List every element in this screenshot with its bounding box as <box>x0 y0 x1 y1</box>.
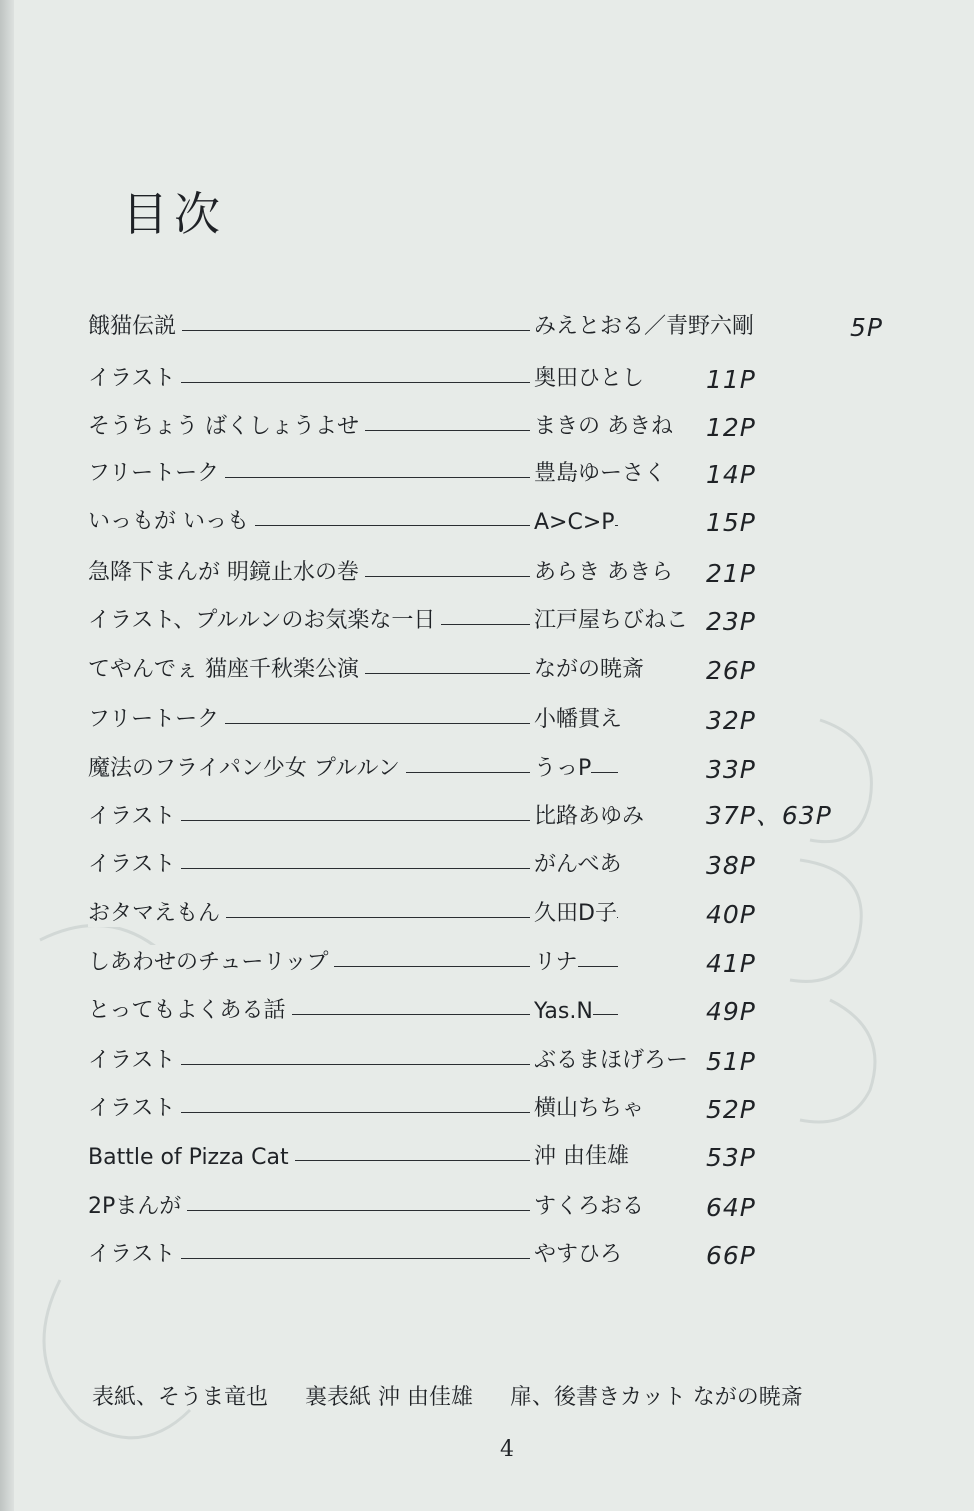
entry-author: みえとおる／青野六剛 <box>530 309 754 340</box>
entry-author: 小幡貫え <box>530 702 622 733</box>
entry-page: 5P <box>850 313 883 342</box>
entry-author: 久田D子 <box>530 896 617 927</box>
entry-title: 2Pまんが <box>88 1189 187 1220</box>
toc-entry <box>88 410 968 444</box>
toc-entry <box>88 752 968 786</box>
entry-page: 14P <box>706 460 756 489</box>
toc-entry <box>88 1044 968 1078</box>
entry-page: 23P <box>706 607 756 636</box>
entry-title: Battle of Pizza Cat <box>88 1145 295 1170</box>
entry-title: とってもよくある話 <box>88 993 292 1024</box>
entry-author: Yas.N <box>530 999 593 1024</box>
toc-entry <box>88 800 968 834</box>
entry-page: 38P <box>706 851 756 880</box>
entry-page: 26P <box>706 656 756 685</box>
entry-author: ながの暁斎 <box>530 652 644 683</box>
toc-entry <box>88 505 968 539</box>
entry-author: 横山ちちゃ <box>530 1091 644 1122</box>
entry-page: 53P <box>706 1143 756 1172</box>
entry-title: イラスト <box>88 847 181 878</box>
entry-title: しあわせのチューリップ <box>88 945 334 976</box>
entry-author: A>C>P <box>530 510 615 535</box>
entry-title: てやんでぇ 猫座千秋楽公演 <box>88 652 365 683</box>
entry-page: 11P <box>706 365 756 394</box>
toc-entry <box>88 604 968 638</box>
toc-entry <box>88 897 968 931</box>
toc-entry <box>88 653 968 687</box>
entry-title: 魔法のフライパン少女 プルルン <box>88 751 406 782</box>
back-cover-credit: 裏表紙 沖 由佳雄 <box>305 1385 474 1410</box>
entry-title: イラスト <box>88 1237 181 1268</box>
door-credit: 扉、後書きカット ながの暁斎 <box>510 1385 803 1410</box>
entry-page: 52P <box>706 1095 756 1124</box>
entry-page: 21P <box>706 559 756 588</box>
entry-page: 33P <box>706 755 756 784</box>
entry-author: 奥田ひとし <box>530 361 644 392</box>
toc-entry <box>88 946 968 980</box>
entry-title: フリートーク <box>88 456 225 487</box>
entry-page: 41P <box>706 949 756 978</box>
toc-entry <box>88 848 968 882</box>
entry-page: 51P <box>706 1047 756 1076</box>
page-title: 目次 <box>122 187 226 241</box>
entry-page: 32P <box>706 706 756 735</box>
page-number: 4 <box>500 1437 514 1462</box>
entry-author: 比路あゆみ <box>530 799 644 830</box>
entry-author: あらき あきら <box>530 555 673 586</box>
entry-title: いっもが いっも <box>88 504 255 535</box>
entry-page: 40P <box>706 900 756 929</box>
entry-title: おタマえもん <box>88 896 226 927</box>
entry-page: 15P <box>706 508 756 537</box>
entry-author: すくろおる <box>530 1189 644 1220</box>
toc-entry <box>88 310 968 344</box>
toc-entry <box>88 1140 968 1174</box>
toc-entry <box>88 362 968 396</box>
entry-author: ぶるまほげろー <box>530 1043 688 1074</box>
entry-author: まきの あきね <box>530 409 673 440</box>
entry-page: 12P <box>706 413 756 442</box>
entry-page: 49P <box>706 997 756 1026</box>
toc-entry <box>88 1190 968 1224</box>
entry-author: がんべあ <box>530 847 622 878</box>
entry-title: 急降下まんが 明鏡止水の巻 <box>88 555 365 586</box>
toc-entry <box>88 703 968 737</box>
cover-credit: 表紙、そうま竜也 <box>92 1385 269 1410</box>
toc-entry <box>88 1238 968 1272</box>
entry-title: イラスト、プルルンのお気楽な一日 <box>88 603 441 634</box>
toc-entry <box>88 457 968 491</box>
entry-title: フリートーク <box>88 702 225 733</box>
entry-title: イラスト <box>88 799 181 830</box>
entry-title: イラスト <box>88 1091 181 1122</box>
entry-author: うっP <box>530 751 591 782</box>
entry-page: 64P <box>706 1193 756 1222</box>
entry-title: イラスト <box>88 361 181 392</box>
entry-page: 66P <box>706 1241 756 1270</box>
entry-title: イラスト <box>88 1043 181 1074</box>
entry-author: 沖 由佳雄 <box>530 1139 629 1170</box>
entry-author: 江戸屋ちびねこ <box>530 603 688 634</box>
toc-entry <box>88 994 968 1028</box>
entry-author: やすひろ <box>530 1237 622 1268</box>
toc-entry <box>88 556 968 590</box>
entry-author: 豊島ゆーさく <box>530 456 666 487</box>
entry-title: そうちょう ばくしょうよせ <box>88 409 365 440</box>
entry-page: 37P、63P <box>706 801 832 830</box>
entry-title: 餓猫伝説 <box>88 309 182 340</box>
cover-credits <box>92 1380 833 1411</box>
entry-author: リナ <box>530 945 578 976</box>
toc-entry <box>88 1092 968 1126</box>
